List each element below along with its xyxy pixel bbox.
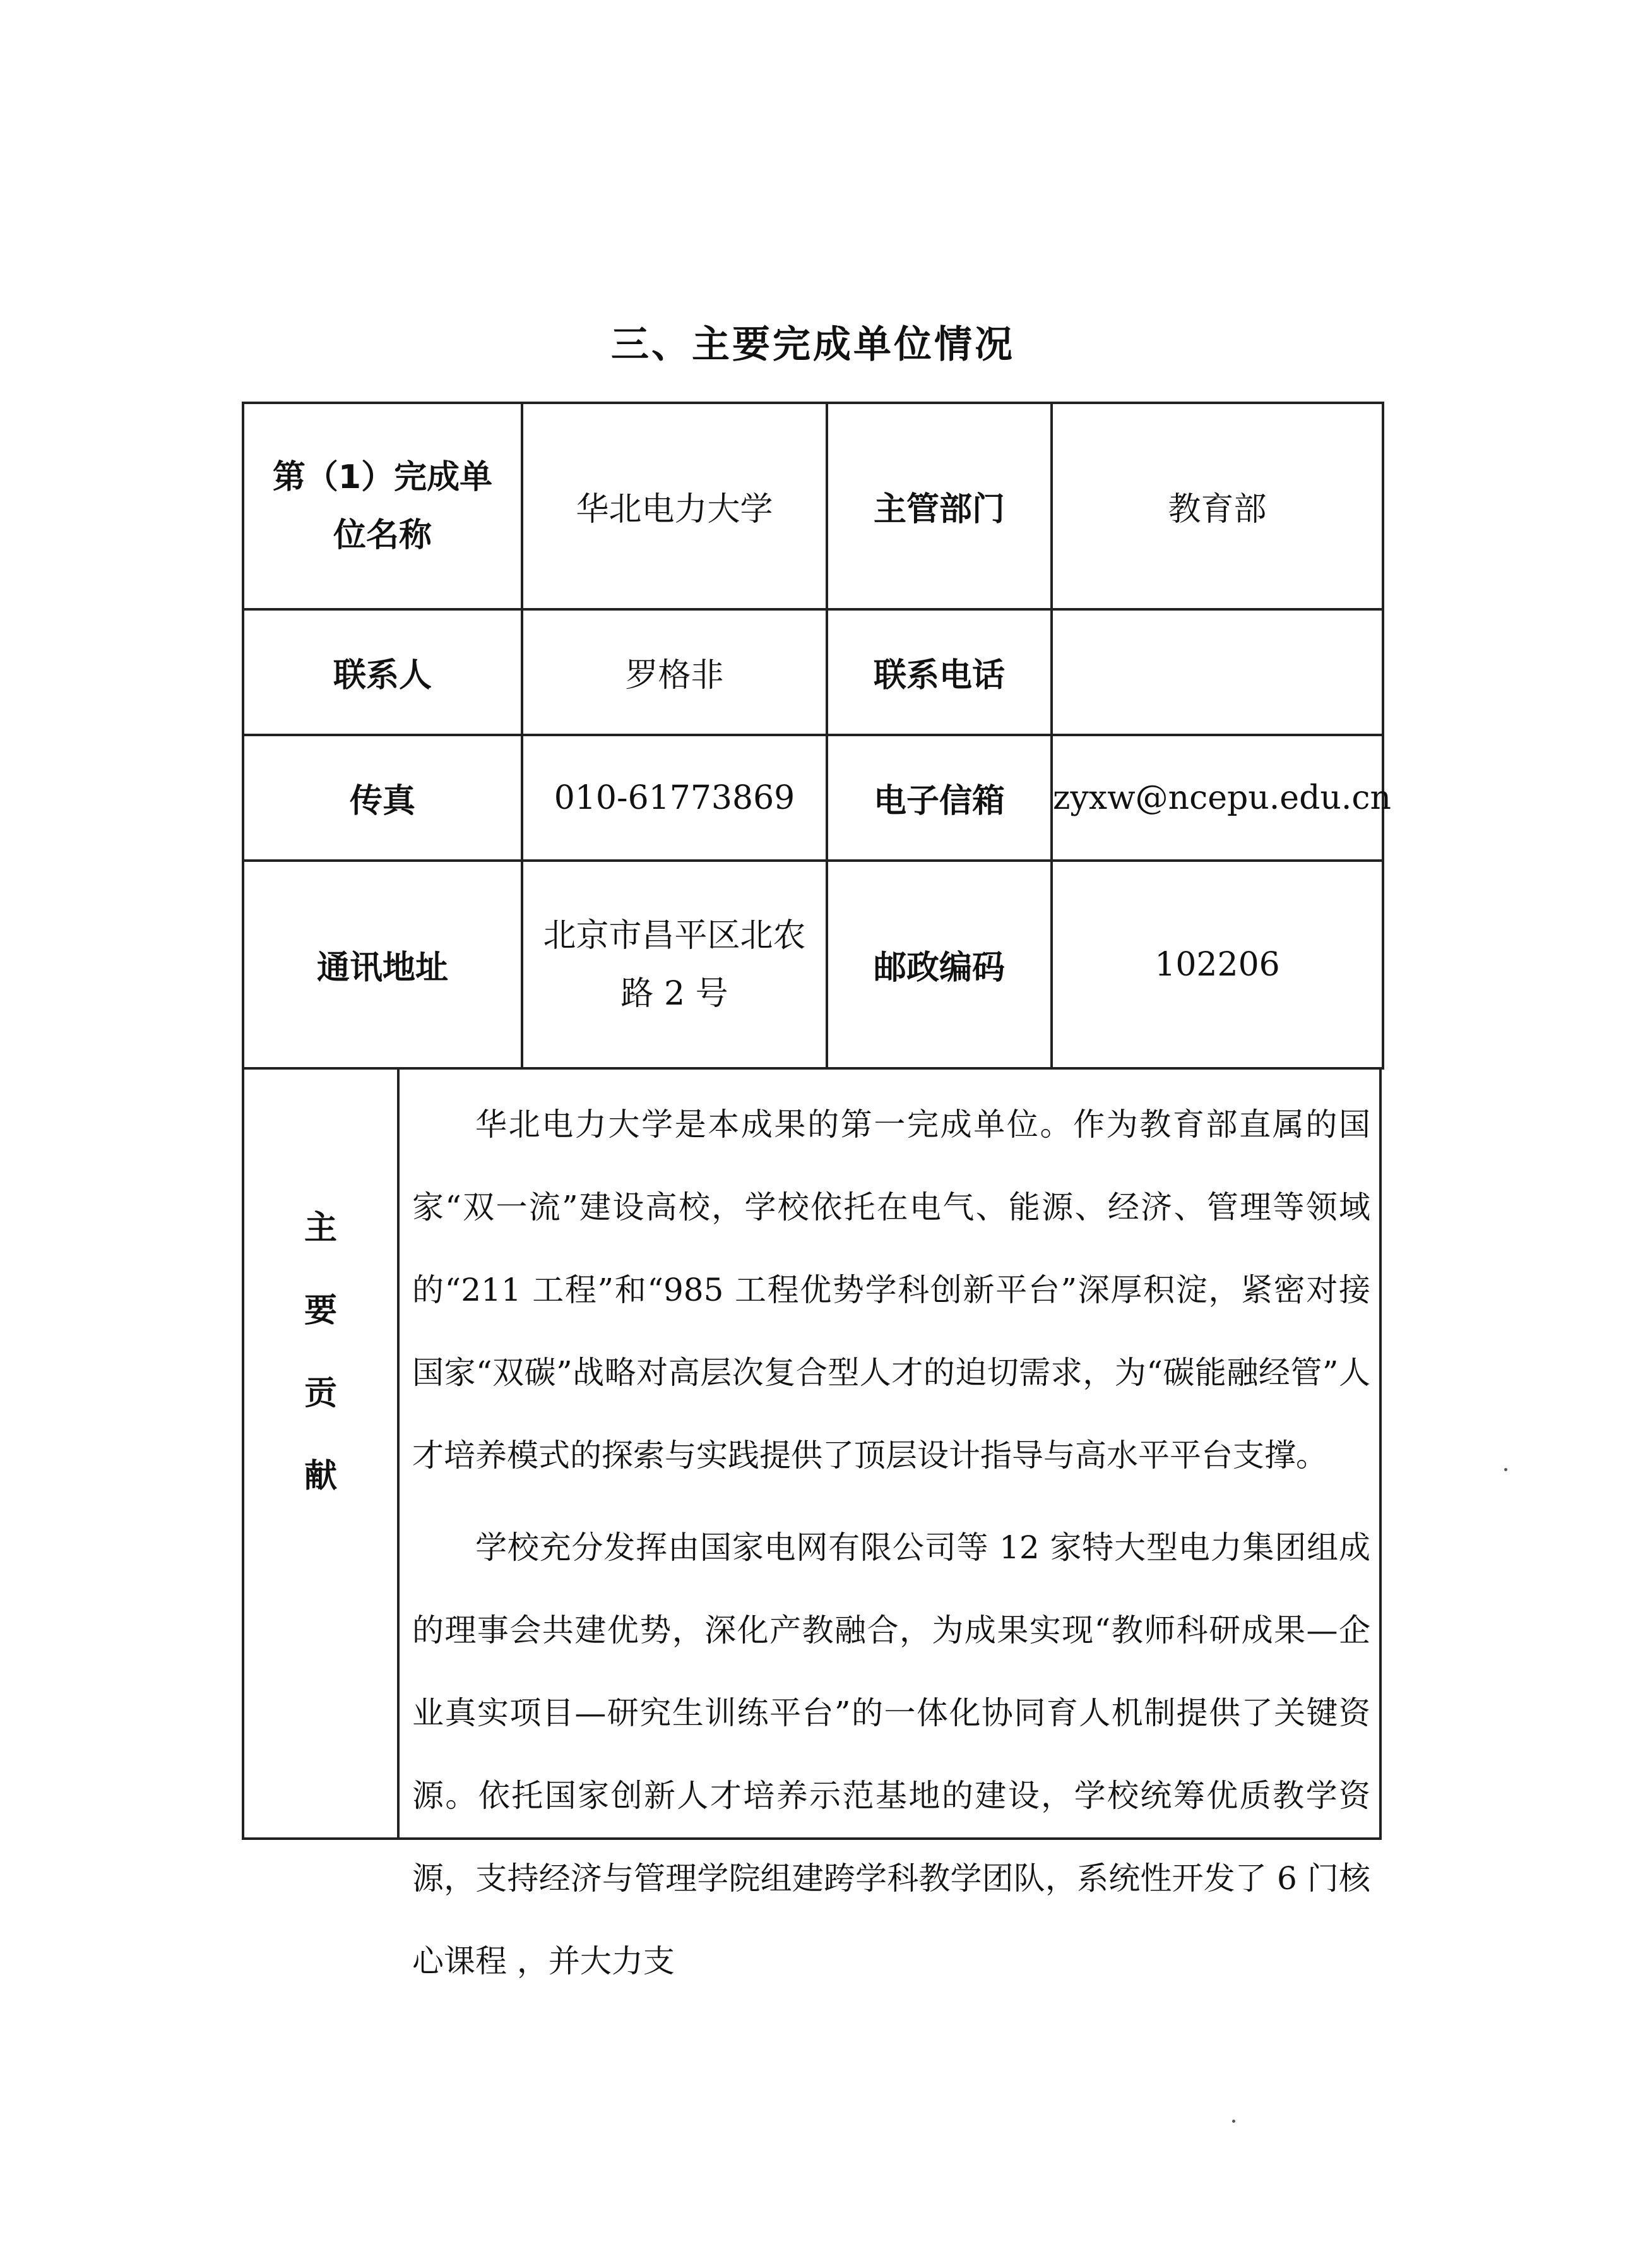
contribution-label-cell — [244, 1067, 400, 1837]
dept-value: 教育部 — [1052, 403, 1383, 609]
table-row — [243, 609, 1383, 735]
contribution-label-char: 献 — [304, 1457, 337, 1495]
table-row — [243, 861, 1383, 1068]
table-row — [243, 735, 1383, 861]
contribution-label-char: 贡 — [304, 1375, 337, 1412]
unit-name-value: 华北电力大学 — [522, 403, 827, 609]
email-value: zyxw@ncepu.edu.cn — [1052, 735, 1383, 861]
dept-label: 主管部门 — [827, 403, 1052, 609]
fax-value: 010-61773869 — [522, 735, 827, 861]
phone-value — [1052, 609, 1383, 735]
address-label: 通讯地址 — [243, 861, 522, 1068]
page-title: 三、主要完成单位情况 — [611, 323, 1015, 367]
contact-value: 罗格非 — [522, 609, 827, 735]
contribution-label — [244, 1187, 397, 1518]
contribution-paragraph: 学校充分发挥由国家电网有限公司等 12 家特大型电力集团组成的理事会共建优势，深化产教融合，为成果实现“教师科研成果—企业真实项目—研究生训练平台”的一体化协同育人机制提供了关键资源。依托国家创新人才培养示范基地的建设，学校统筹优质教学资源，支持经济与管理学院组建跨学科教学团队，系统性开发了 6 门核心课程 ，并大力支 — [412, 1529, 1370, 1979]
main-contribution-section — [242, 1067, 1382, 1979]
email-label: 电子信箱 — [827, 735, 1052, 861]
contact-label: 联系人 — [243, 609, 522, 735]
postcode-value: 102206 — [1052, 861, 1383, 1068]
contribution-paragraph: 华北电力大学是本成果的第一完成单位。作为教育部直属的国家“双一流”建设高校，学校依托在电气、能源、经济、管理等领域的“211 工程”和“985 工程优势学科创新平台”深厚积淀，紧密对接国家“双碳”战略对高层次复合型人才的迫切需求，为“碳能融经管”人才培养模式的探索与实践提供了顶层设计指导与高水平平台支撑。 — [412, 1106, 1370, 1474]
contribution-label-char: 要 — [304, 1292, 337, 1330]
phone-label: 联系电话 — [827, 609, 1052, 735]
fax-label: 传真 — [243, 735, 522, 861]
unit-info-table — [242, 402, 1391, 1070]
address-value: 北京市昌平区北农路 2 号 — [522, 861, 827, 1068]
contribution-text — [412, 1083, 1370, 2012]
unit-name-label: 第（1）完成单位名称 — [243, 403, 522, 609]
table-row — [243, 403, 1383, 609]
contribution-label-char: 主 — [304, 1209, 337, 1247]
postcode-label: 邮政编码 — [827, 861, 1052, 1068]
